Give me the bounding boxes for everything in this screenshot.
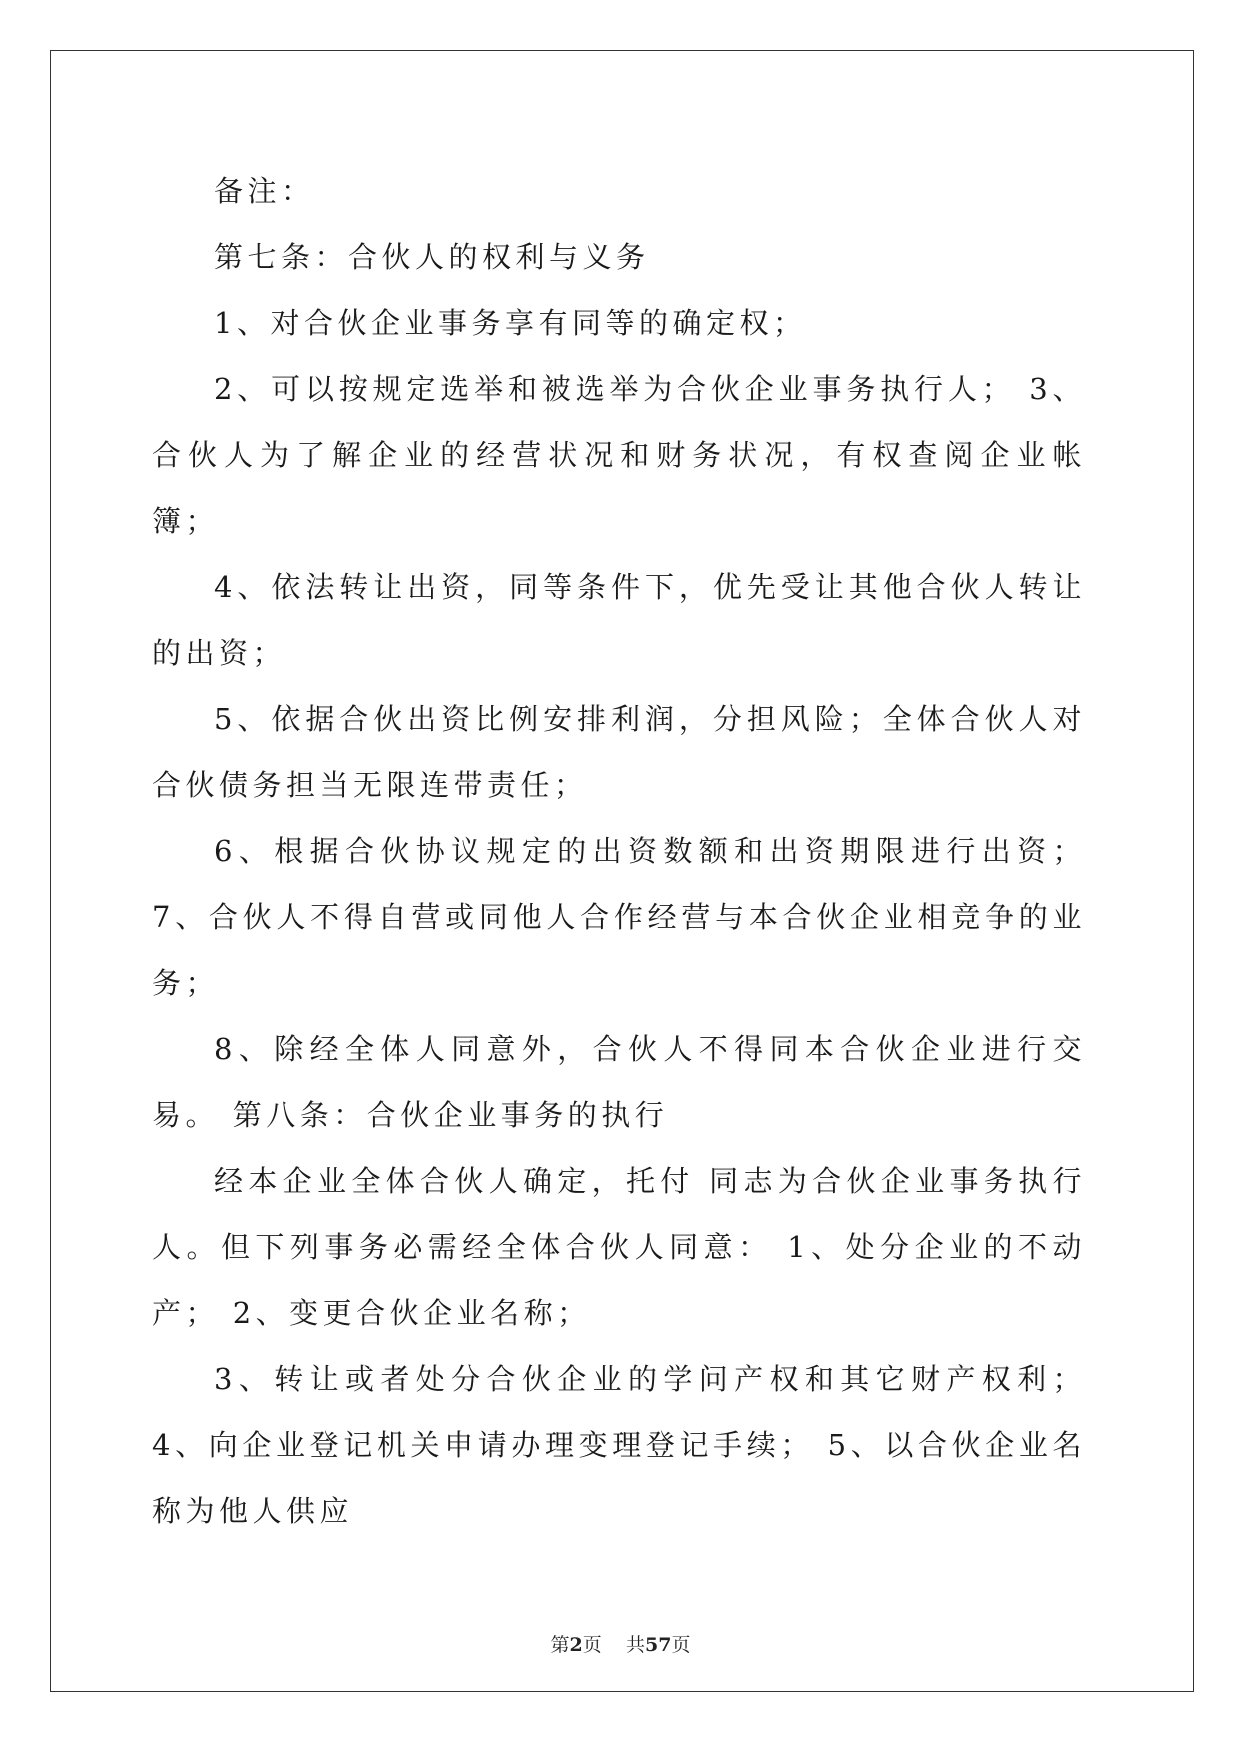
footer-total-suffix: 页 bbox=[671, 1634, 691, 1656]
paragraph-article-7-title: 第七条：合伙人的权利与义务 bbox=[214, 240, 650, 274]
paragraph-item-4: 4、依法转让出资，同等条件下，优先受让其他合伙人转让的出资； bbox=[152, 570, 1086, 670]
paragraph-item-8-article-8: 8、除经全体人同意外，合伙人不得同本合伙企业进行交易。 第八条：合伙企业事务的执行 bbox=[152, 1032, 1086, 1132]
paragraph-executor: 经本企业全体合伙人确定，托付 同志为合伙企业事务执行人。但下列事务必需经全体合伙人同意： 1、处分企业的不动产； 2、变更合伙企业名称； bbox=[152, 1164, 1086, 1330]
page-footer bbox=[0, 1630, 1241, 1657]
paragraph-item-2-3: 2、可以按规定选举和被选举为合伙企业事务执行人； 3、合伙人为了解企业的经营状况和财务状况，有权查阅企业帐簿； bbox=[152, 372, 1086, 538]
footer-page-prefix: 第 bbox=[550, 1634, 570, 1656]
paragraph-item-6-7: 6、根据合伙协议规定的出资数额和出资期限进行出资； 7、合伙人不得自营或同他人合作经营与本合伙企业相竞争的业务； bbox=[152, 834, 1100, 1000]
footer-page-number: 2 bbox=[569, 1634, 583, 1656]
paragraph-note: 备注： bbox=[214, 174, 315, 208]
paragraph-item-5: 5、依据合伙出资比例安排利润，分担风险；全体合伙人对合伙债务担当无限连带责任； bbox=[152, 702, 1086, 802]
paragraph-item-1: 1、对合伙企业事务享有同等的确定权； bbox=[214, 306, 807, 340]
footer-total-pages: 57 bbox=[644, 1634, 672, 1656]
footer-page-suffix: 页 bbox=[582, 1634, 602, 1656]
paragraph-items-3-5: 3、转让或者处分合伙企业的学问产权和其它财产权利； 4、向企业登记机关申请办理变理登记手续； 5、以合伙企业名称为他人供应 bbox=[152, 1362, 1100, 1528]
document-body bbox=[152, 158, 1100, 1544]
footer-total-prefix: 共 bbox=[625, 1634, 645, 1656]
